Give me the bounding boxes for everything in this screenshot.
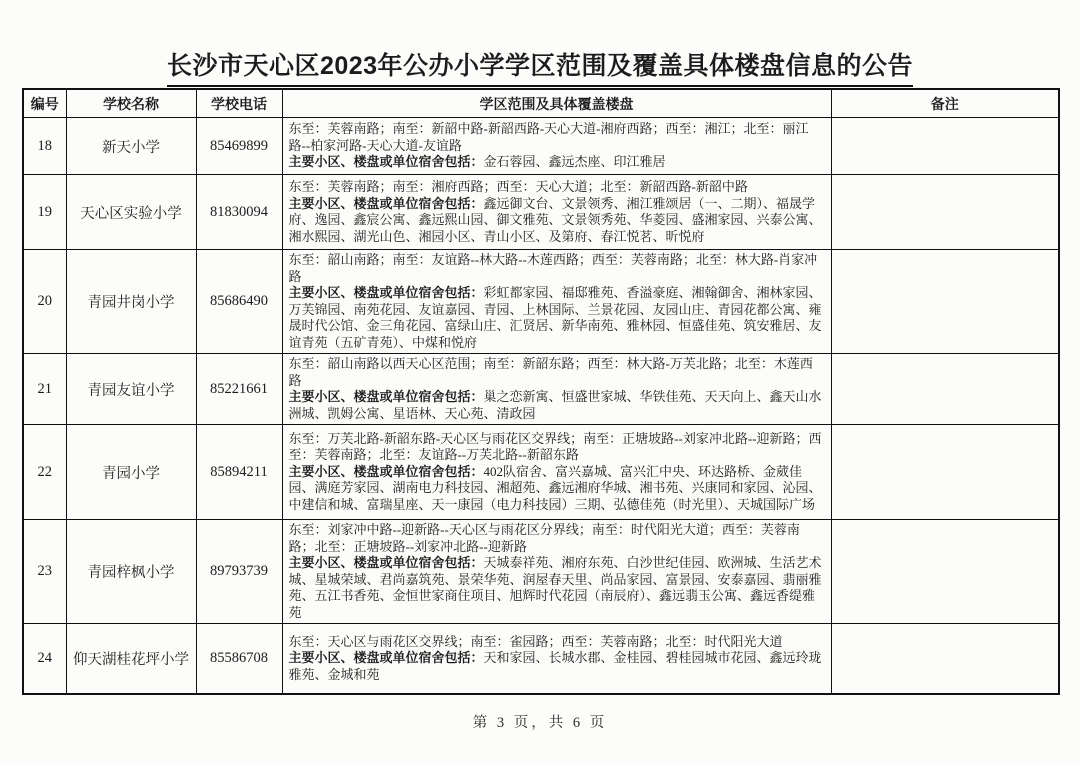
remark-cell (831, 425, 1059, 520)
boundary-text: 东至：芙蓉南路；南至：湘府西路；西至：天心大道；北至：新韶西路-新韶中路 (288, 179, 748, 194)
estates-block (289, 555, 825, 621)
school-name: 新天小学 (66, 118, 196, 175)
district-detail (282, 118, 831, 175)
row-number: 21 (23, 354, 66, 425)
estates-block (289, 464, 825, 514)
header-school-phone: 学校电话 (196, 89, 282, 118)
page-title (0, 46, 1080, 87)
estates-prefix: 主要小区、楼盘或单位宿舍包括： (288, 555, 484, 570)
table-row (23, 250, 1059, 354)
estates-prefix: 主要小区、楼盘或单位宿舍包括： (288, 154, 484, 170)
district-detail (282, 354, 831, 425)
table-header-row (23, 89, 1059, 118)
row-number: 19 (23, 175, 66, 250)
estates-list: 鑫远御文台、文景领秀、湘江雅颂居（一、二期）、福晟学府、逸园、鑫宸公寓、鑫远熙山园、御文雅苑、文景领秀苑、华菱园、盛湘家园、兴泰公寓、湘水熙园、湖光山色、湘园小区、青山小区、及第府、春江悦茗、昕悦府 (288, 195, 822, 244)
remark-cell (831, 624, 1059, 694)
remark-cell (831, 354, 1059, 425)
district-detail (282, 250, 831, 354)
estates-block (289, 196, 825, 246)
school-district-table (22, 88, 1060, 695)
estates-list: 彩虹都家园、福邸雅苑、香溢豪庭、湘翰御舍、湘林家园、万芙锦园、南苑花园、友谊嘉园、青园、上林国际、兰景花园、友园山庄、青园花都公寓、雍晟时代公馆、金三角花园、富绿山庄、汇贤居、新华南苑、雅林园、恒盛佳苑、筑安雅居、友谊青苑（五矿青苑）、中煤和悦府 (288, 285, 822, 350)
estates-block (289, 389, 825, 422)
header-remark: 备注 (831, 89, 1059, 118)
school-phone: 85894211 (196, 425, 282, 520)
estates-prefix: 主要小区、楼盘或单位宿舍包括： (288, 463, 484, 479)
boundary-text: 东至：韶山南路以西天心区范围；南至：新韶东路；西至：林大路-万芙北路；北至：木莲西路 (288, 356, 813, 388)
school-phone: 85586708 (196, 624, 282, 694)
estates-list: 巢之恋新寓、恒盛世家城、华铁佳苑、天天向上、鑫天山水洲城、凯姆公寓、星语林、天心苑、清政园 (288, 389, 822, 421)
school-phone: 85469899 (196, 118, 282, 175)
boundary-text: 东至：刘家冲中路--迎新路--天心区与雨花区分界线；南至：时代阳光大道；西至：芙蓉南路；北至：正塘坡路--刘家冲北路--迎新路 (288, 522, 800, 554)
remark-cell (831, 118, 1059, 175)
estates-prefix: 主要小区、楼盘或单位宿舍包括： (288, 389, 484, 404)
table-row (23, 624, 1059, 694)
boundary-text: 东至：天心区与雨花区交界线；南至：雀园路；西至：芙蓉南路；北至：时代阳光大道 (288, 633, 783, 649)
district-detail (282, 520, 831, 624)
header-district-scope: 学区范围及具体覆盖楼盘 (282, 89, 831, 118)
school-name: 青园友谊小学 (66, 354, 196, 425)
remark-cell (831, 175, 1059, 250)
boundary-text: 东至：芙蓉南路；南至：新韶中路-新韶西路-天心大道-湘府西路；西至：湘江；北至：丽江路--柏家河路-天心大道-友谊路 (288, 121, 809, 153)
school-name: 青园井岗小学 (66, 250, 196, 354)
school-name: 天心区实验小学 (66, 175, 196, 250)
table-row (23, 425, 1059, 520)
district-detail (282, 624, 831, 694)
row-number: 22 (23, 425, 66, 520)
table-row (23, 175, 1059, 250)
remark-cell (831, 520, 1059, 624)
district-detail (282, 425, 831, 520)
row-number: 24 (23, 624, 66, 694)
table-row (23, 354, 1059, 425)
school-phone: 81830094 (196, 175, 282, 250)
page-title-text: 长沙市天心区2023年公办小学学区范围及覆盖具体楼盘信息的公告 (167, 46, 913, 87)
boundary-text: 东至：韶山南路；南至：友谊路--林大路--木莲西路；西至：芙蓉南路；北至：林大路-肖家冲路 (288, 252, 818, 284)
school-phone: 85686490 (196, 250, 282, 354)
estates-block (289, 154, 825, 171)
header-school-name: 学校名称 (66, 89, 196, 118)
row-number: 20 (23, 250, 66, 354)
page-number-text: 第 3 页，共 6 页 (472, 715, 608, 731)
estates-prefix: 主要小区、楼盘或单位宿舍包括： (288, 285, 484, 300)
row-number: 23 (23, 520, 66, 624)
estates-prefix: 主要小区、楼盘或单位宿舍包括： (288, 650, 484, 665)
school-phone: 85221661 (196, 354, 282, 425)
district-detail (282, 175, 831, 250)
table-row (23, 520, 1059, 624)
estates-block (289, 285, 825, 351)
school-phone: 89793739 (196, 520, 282, 624)
header-number: 编号 (23, 89, 66, 118)
remark-cell (831, 250, 1059, 354)
row-number: 18 (23, 118, 66, 175)
school-name: 仰天湖桂花坪小学 (66, 624, 196, 694)
estates-prefix: 主要小区、楼盘或单位宿舍包括： (288, 195, 484, 211)
page-footer (0, 711, 1080, 732)
estates-list: 天城泰祥苑、湘府东苑、白沙世纪佳园、欧洲城、生活艺术城、星城荣域、君尚嘉筑苑、景荣华苑、润屋春天里、尚品家园、富景园、安泰嘉园、翡丽雅苑、五江书香苑、金恒世家商住项目、旭辉时代花园（南辰府）、鑫远翡玉公寓、鑫远香缇雅苑 (288, 555, 822, 620)
estates-block (289, 650, 825, 683)
school-name: 青园梓枫小学 (66, 520, 196, 624)
estates-list: 402队宿舍、富兴嘉城、富兴汇中央、环达路桥、金葳佳园、满庭芳家园、湖南电力科技园、湘超苑、鑫远湘府华城、湘书苑、兴康同和家园、沁园、中建信和城、富瑞星座、天一康园（电力科技园）三期、弘德佳苑（时光里）、天城国际广场 (288, 463, 822, 512)
estates-list: 天和家园、长城水郡、金桂园、碧桂园城市花园、鑫远玲珑雅苑、金城和苑 (288, 650, 822, 682)
school-name: 青园小学 (66, 425, 196, 520)
estates-list: 金石蓉园、鑫远杰座、印江雅居 (483, 154, 666, 170)
table-row (23, 118, 1059, 175)
boundary-text: 东至：万芙北路-新韶东路-天心区与雨花区交界线；南至：正塘坡路--刘家冲北路--迎新路；西至：芙蓉南路；北至：友谊路--万芙北路--新韶东路 (288, 430, 822, 463)
